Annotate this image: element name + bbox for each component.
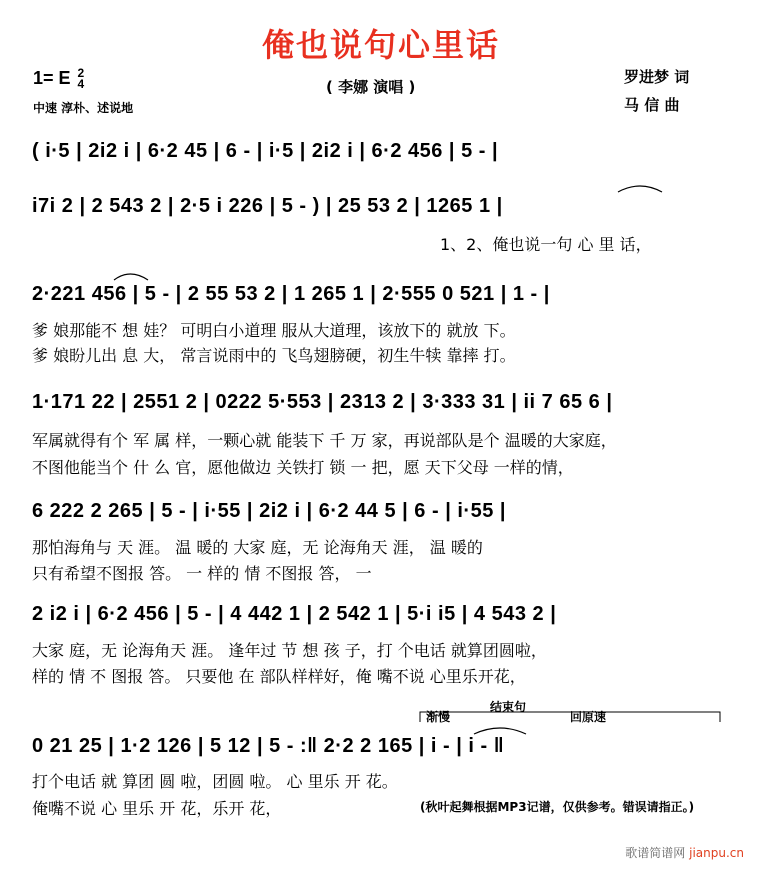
lyric-row-6-line-1: 大家 庭，无 论海角天 涯。 逢年过 节 想 孩 子，打 个电话 就算团圆啦， [32, 641, 547, 660]
tie-mark [618, 186, 662, 192]
watermark [625, 844, 744, 861]
singer-credit: ( 李娜 演唱 ) [326, 78, 416, 96]
lyric-row-7-line-2: 俺嘴不说 心 里乐 开 花，乐开 花， [32, 799, 282, 818]
watermark-url: jianpu.cn [689, 846, 744, 860]
notation-row-2: i7i 2 | 2 543 2 | 2·5 i 226 | 5 - ) | 25 53 2 | 1265 1 | [32, 195, 503, 217]
notation-row-7: 0 21 25 | 1·2 126 | 5 12 | 5 - :‖ 2·2 2 165 | i - | i - ‖ [32, 735, 505, 757]
lyric-row-7-line-1: 打个电话 就 算团 圆 啦，团圆 啦。 心 里乐 开 花。 [32, 772, 398, 791]
notation-row-5: 6 222 2 265 | 5 - | i·55 | 2i2 i | 6·2 44 5 | 6 - | i·55 | [32, 500, 506, 522]
lyric-row-6-line-2: 样的 情 不 图报 答。 只要他 在 部队样样好，俺 嘴不说 心里乐开花， [32, 667, 526, 686]
a-tempo-marking: 回原速 [570, 710, 607, 724]
notation-row-1: ( i·5 | 2i2 i | 6·2 45 | 6 - | i·5 | 2i2 i | 6·2 456 | 5 - | [32, 140, 499, 162]
lyric-row-5-line-1: 那怕海角与 天 涯。 温 暖的 大家 庭，无 论海角天 涯， 温 暖的 [32, 538, 483, 557]
tie-mark [114, 274, 148, 280]
time-top: 2 [77, 66, 85, 81]
slow-marking: 渐慢 [426, 710, 451, 724]
lyric-row-2-line-1: 1、2、俺也说一句 心 里 话， [440, 235, 652, 254]
ending-bracket [420, 712, 720, 722]
lyric-row-4-line-1: 军属就得有个 军 属 样，一颗心就 能装下 千 万 家，再说部队是个 温暖的大家庭， [32, 431, 617, 450]
notation-row-3: 2·221 456 | 5 - | 2 55 53 2 | 1 265 1 | 2·555 0 521 | 1 - | [32, 283, 550, 305]
lyric-row-3-line-1: 爹 娘那能不 想 娃？ 可明白小道理 服从大道理，该放下的 就放 下。 [32, 321, 516, 340]
lyric-row-5-line-2: 只有希望不图报 答。 一 样的 情 不图报 答， 一 [32, 564, 372, 583]
transcription-note: (秋叶起舞根据MP3记谱，仅供参考。错误请指正。) [420, 800, 695, 814]
lyric-row-4-line-2: 不图他能当个 什 么 官，愿他做边 关铁打 锁 一 把，愿 天下父母 一样的情， [32, 458, 574, 477]
lyric-row-3-line-2: 爹 娘盼儿出 息 大， 常言说雨中的 飞鸟翅膀硬，初生牛犊 靠摔 打。 [32, 346, 516, 365]
song-title: 俺也说句心里话 [261, 26, 500, 64]
time-bottom: 4 [77, 77, 85, 92]
lyricist-credit: 罗进梦 词 [624, 68, 690, 86]
notation-row-6: 2 i2 i | 6·2 456 | 5 - | 4 442 1 | 2 542 1 | 5·i i5 | 4 543 2 | [32, 603, 557, 625]
notation-row-4: 1·171 22 | 2551 2 | 0222 5·553 | 2313 2 | 3·333 31 | ii 7 65 6 | [32, 391, 613, 413]
tempo-marking: 中速 淳朴、述说地 [33, 101, 134, 115]
tie-mark [474, 728, 526, 734]
watermark-text: 歌谱简谱网 [625, 846, 686, 860]
composer-credit: 马 信 曲 [624, 96, 680, 114]
ending-marking: 结束句 [490, 700, 527, 714]
key-label: 1= E [33, 68, 71, 88]
